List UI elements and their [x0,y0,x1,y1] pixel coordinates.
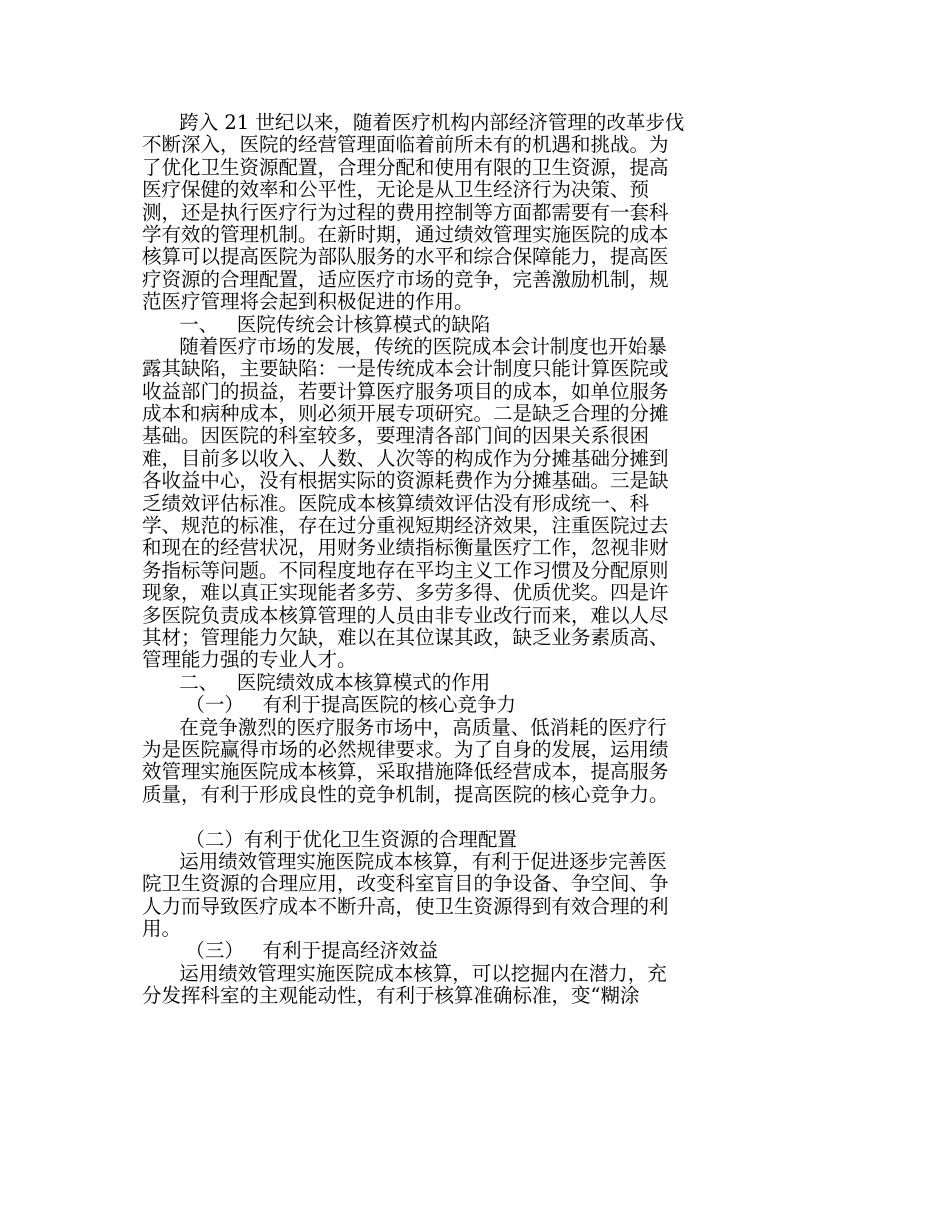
paragraph-line: 疗资源的合理配置，适应医疗市场的竞争，完善激励机制，规 [142,267,669,291]
paragraph-line: 难，目前多以收入、人数、人次等的构成作为分摊基础分摊到 [142,446,669,470]
paragraph-line: 范医疗管理将会起到积极促进的作用。 [142,290,474,314]
subsection-heading: （二）有利于优化卫生资源的合理配置 [142,827,517,851]
paragraph-line: 质量，有利于形成良性的竞争机制，提高医院的核心竞争力。 [142,782,669,806]
paragraph-line: 核算可以提高医院为部队服务的水平和综合保障能力，提高医 [142,245,669,269]
subsection-heading: （三） 有利于提高经济效益 [142,939,438,963]
paragraph-line: 运用绩效管理实施医院成本核算，有利于促进逐步完善医 [142,849,667,873]
paragraph-line: 务指标等问题。不同程度地存在平均主义工作习惯及分配原则 [142,558,669,582]
blank-line [142,806,740,828]
paragraph-line: 用。 [142,917,182,941]
paragraph-line: 为是医院赢得市场的必然规律要求。为了自身的发展，运用绩 [142,737,669,761]
paragraph-line: 分发挥科室的主观能动性，有利于核算准确标准，变“糊涂 [142,984,640,1008]
paragraph-line: 各收益中心，没有根据实际的资源耗费作为分摊基础。三是缺 [142,469,669,493]
paragraph-line: 在竞争激烈的医疗服务市场中，高质量、低消耗的医疗行 [142,715,667,739]
document-body [142,112,740,1008]
paragraph-line: 运用绩效管理实施医院成本核算，可以挖掘内在潜力，充 [142,961,667,985]
paragraph-line: 学、规范的标准，存在过分重视短期经济效果，注重医院过去 [142,514,669,538]
paragraph-line: 其材；管理能力欠缺，难以在其位谋其政，缺乏业务素质高、 [142,625,669,649]
paragraph-line: 测，还是执行医疗行为过程的费用控制等方面都需要有一套科 [142,200,669,224]
paragraph-line: 管理能力强的专业人才。 [142,648,357,672]
paragraph-line: 人力而导致医疗成本不断升高，使卫生资源得到有效合理的利 [142,894,669,918]
paragraph-line: 医疗保健的效率和公平性，无论是从卫生经济行为决策、预 [142,178,650,202]
section-heading: 一、 医院传统会计核算模式的缺陷 [142,312,491,336]
paragraph-line: 乏绩效评估标准。医院成本核算绩效评估没有形成统一、科 [142,491,650,515]
paragraph-line: 院卫生资源的合理应用，改变科室盲目的争设备、争空间、争 [142,872,669,896]
paragraph-line: 露其缺陷，主要缺陷：一是传统成本会计制度只能计算医院或 [142,357,669,381]
paragraph-line: 和现在的经营状况，用财务业绩指标衡量医疗工作，忽视非财 [142,536,669,560]
paragraph-line: 效管理实施医院成本核算，采取措施降低经营成本，提高服务 [142,760,669,784]
paragraph-line: 基础。因医院的科室较多，要理清各部门间的因果关系很困 [142,424,650,448]
paragraph-line: 不断深入，医院的经营管理面临着前所未有的机遇和挑战。为 [142,133,669,157]
paragraph-line: 多医院负责成本核算管理的人员由非专业改行而来，难以人尽 [142,603,669,627]
paragraph-line: 了优化卫生资源配置，合理分配和使用有限的卫生资源，提高 [142,155,669,179]
paragraph-line: 跨入 21 世纪以来，随着医疗机构内部经济管理的改革步伐 [142,111,685,134]
paragraph-line: 现象，难以真正实现能者多劳、多劳多得、优质优奖。四是许 [142,581,669,605]
paragraph-line: 随着医疗市场的发展，传统的医院成本会计制度也开始暴 [142,334,667,358]
subsection-heading: （一） 有利于提高医院的核心竞争力 [142,693,516,717]
paragraph-line: 收益部门的损益，若要计算医疗服务项目的成本，如单位服务 [142,379,669,403]
paragraph-line: 成本和病种成本，则必须开展专项研究。二是缺乏合理的分摊 [142,402,669,426]
section-heading: 二、 医院绩效成本核算模式的作用 [142,670,491,694]
paragraph-line: 学有效的管理机制。在新时期，通过绩效管理实施医院的成本 [142,222,669,246]
